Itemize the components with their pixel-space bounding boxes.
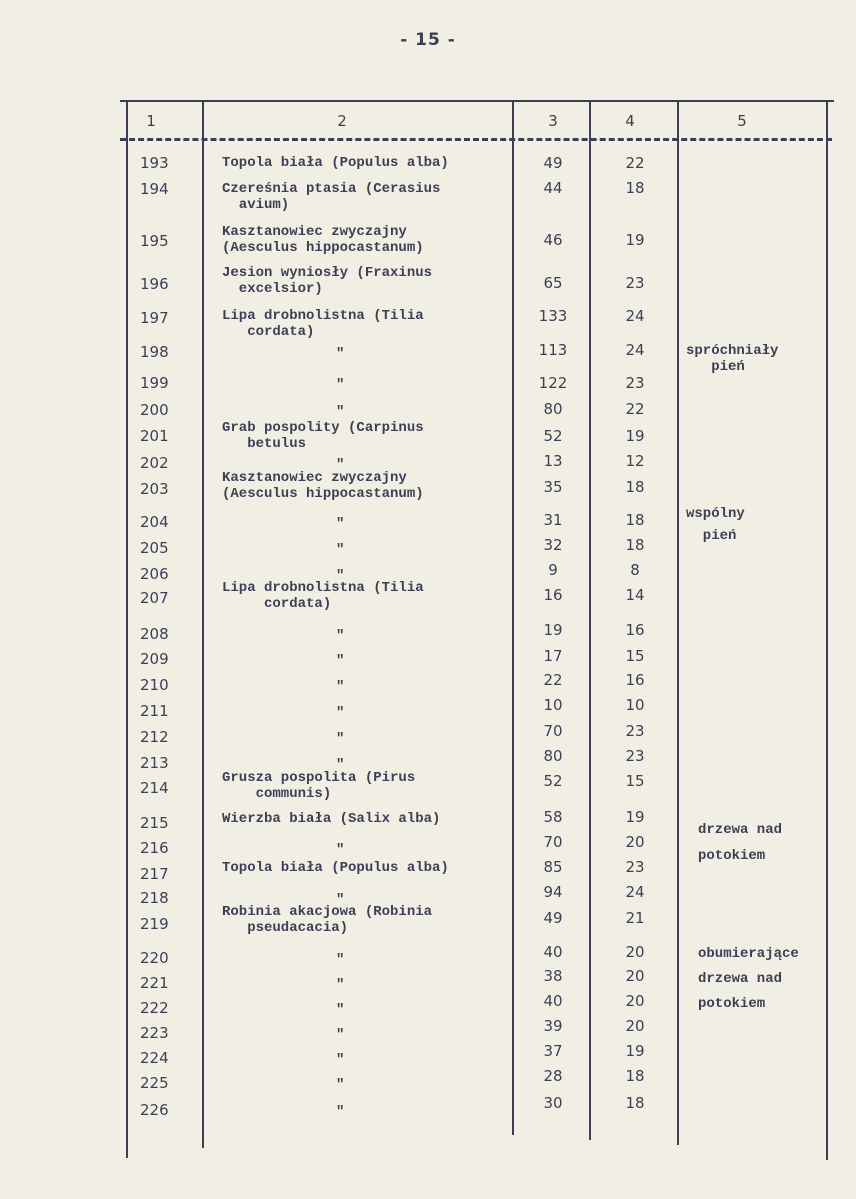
col4-value: 15 — [625, 647, 645, 665]
col4-value: 16 — [625, 671, 645, 689]
col4-value: 24 — [625, 341, 645, 359]
col4-value: 23 — [625, 274, 645, 292]
ditto-mark: " — [336, 731, 345, 747]
col4-value: 23 — [625, 747, 645, 765]
row-number: 201 — [140, 427, 169, 445]
col3-value: 40 — [543, 943, 563, 961]
col3-value: 65 — [543, 274, 563, 292]
column-header-5: 5 — [737, 112, 747, 130]
col4-value: 22 — [625, 400, 645, 418]
ditto-mark: " — [336, 568, 345, 584]
column-divider-left — [126, 100, 128, 1158]
ditto-mark: " — [336, 1077, 345, 1093]
col3-value: 10 — [543, 696, 563, 714]
species-name: Topola biała (Populus alba) — [222, 155, 449, 171]
col4-value: 14 — [625, 586, 645, 604]
species-name: Lipa drobnolistna (Tilia cordata) — [222, 580, 424, 612]
column-header-1: 1 — [146, 112, 156, 130]
row-number: 200 — [140, 401, 169, 419]
column-header-4: 4 — [625, 112, 635, 130]
col3-value: 17 — [543, 647, 563, 665]
col3-value: 70 — [543, 722, 563, 740]
row-number: 205 — [140, 539, 169, 557]
col3-value: 58 — [543, 808, 563, 826]
column-divider-3-4 — [589, 100, 591, 1140]
col3-value: 94 — [543, 883, 563, 901]
ditto-mark: " — [336, 679, 345, 695]
row-number: 223 — [140, 1024, 169, 1042]
ditto-mark: " — [336, 516, 345, 532]
ditto-mark: " — [336, 842, 345, 858]
row-number: 215 — [140, 814, 169, 832]
ditto-mark: " — [336, 346, 345, 362]
col3-value: 133 — [538, 307, 568, 325]
col4-value: 20 — [625, 943, 645, 961]
row-number: 206 — [140, 565, 169, 583]
row-number: 220 — [140, 949, 169, 967]
remark-trees-by-stream: drzewa nad potokiem — [698, 822, 783, 864]
row-number: 211 — [140, 702, 169, 720]
col3-value: 13 — [543, 452, 563, 470]
col3-value: 39 — [543, 1017, 563, 1035]
col4-value: 22 — [625, 154, 645, 172]
species-name: Grab pospolity (Carpinus betulus — [222, 420, 424, 452]
row-number: 195 — [140, 232, 169, 250]
col4-value: 18 — [625, 179, 645, 197]
col3-value: 37 — [543, 1042, 563, 1060]
column-divider-2-3 — [512, 100, 514, 1135]
col3-value: 49 — [543, 154, 563, 172]
col4-value: 21 — [625, 909, 645, 927]
col4-value: 24 — [625, 883, 645, 901]
col4-value: 19 — [625, 427, 645, 445]
row-number: 210 — [140, 676, 169, 694]
row-number: 219 — [140, 915, 169, 933]
col3-value: 113 — [538, 341, 568, 359]
ditto-mark: " — [336, 457, 345, 473]
row-number: 222 — [140, 999, 169, 1017]
col4-value: 16 — [625, 621, 645, 639]
ditto-mark: " — [336, 977, 345, 993]
ditto-mark: " — [336, 653, 345, 669]
row-number: 196 — [140, 275, 169, 293]
col4-value: 23 — [625, 374, 645, 392]
col3-value: 16 — [543, 586, 563, 604]
col4-value: 12 — [625, 452, 645, 470]
col3-value: 80 — [543, 747, 563, 765]
col4-value: 18 — [625, 1094, 645, 1112]
col3-value: 19 — [543, 621, 563, 639]
col4-value: 19 — [625, 231, 645, 249]
col4-value: 18 — [625, 478, 645, 496]
remark-shared-trunk: wspólny pień — [686, 506, 745, 544]
remark-dying-trees-by-stream: obumierające drzewa nad potokiem — [698, 946, 799, 1012]
col3-value: 35 — [543, 478, 563, 496]
row-number: 202 — [140, 454, 169, 472]
row-number: 207 — [140, 589, 169, 607]
row-number: 225 — [140, 1074, 169, 1092]
col4-value: 15 — [625, 772, 645, 790]
row-number: 214 — [140, 779, 169, 797]
column-header-3: 3 — [548, 112, 558, 130]
col3-value: 52 — [543, 427, 563, 445]
col3-value: 46 — [543, 231, 563, 249]
remark-hollow-trunk: spróchniały pień — [686, 343, 779, 375]
col3-value: 38 — [543, 967, 563, 985]
ditto-mark: " — [336, 892, 345, 908]
col3-value: 31 — [543, 511, 563, 529]
ditto-mark: " — [336, 952, 345, 968]
species-name: Kasztanowiec zwyczajny (Aesculus hippocastanum) — [222, 470, 424, 502]
table-top-rule — [120, 100, 834, 102]
col4-value: 18 — [625, 536, 645, 554]
row-number: 203 — [140, 480, 169, 498]
col4-value: 10 — [625, 696, 645, 714]
col3-value: 9 — [548, 561, 558, 579]
row-number: 226 — [140, 1101, 169, 1119]
col4-value: 20 — [625, 1017, 645, 1035]
col3-value: 44 — [543, 179, 563, 197]
col4-value: 18 — [625, 511, 645, 529]
row-number: 213 — [140, 754, 169, 772]
row-number: 198 — [140, 343, 169, 361]
row-number: 209 — [140, 650, 169, 668]
ditto-mark: " — [336, 404, 345, 420]
col4-value: 20 — [625, 992, 645, 1010]
col3-value: 80 — [543, 400, 563, 418]
row-number: 217 — [140, 865, 169, 883]
ditto-mark: " — [336, 1104, 345, 1120]
ditto-mark: " — [336, 542, 345, 558]
ditto-mark: " — [336, 757, 345, 773]
row-number: 212 — [140, 728, 169, 746]
header-separator — [120, 138, 832, 141]
col4-value: 23 — [625, 722, 645, 740]
ditto-mark: " — [336, 377, 345, 393]
col3-value: 28 — [543, 1067, 563, 1085]
ditto-mark: " — [336, 1002, 345, 1018]
column-divider-right — [826, 100, 828, 1160]
column-divider-4-5 — [677, 100, 679, 1145]
col3-value: 49 — [543, 909, 563, 927]
row-number: 197 — [140, 309, 169, 327]
col4-value: 20 — [625, 967, 645, 985]
species-name: Wierzba biała (Salix alba) — [222, 811, 441, 827]
col3-value: 122 — [538, 374, 568, 392]
column-divider-1-2 — [202, 100, 204, 1148]
species-name: Topola biała (Populus alba) — [222, 860, 449, 876]
col3-value: 40 — [543, 992, 563, 1010]
col3-value: 52 — [543, 772, 563, 790]
col3-value: 85 — [543, 858, 563, 876]
col4-value: 8 — [630, 561, 640, 579]
col3-value: 22 — [543, 671, 563, 689]
col3-value: 30 — [543, 1094, 563, 1112]
col4-value: 19 — [625, 808, 645, 826]
species-name: Robinia akacjowa (Robinia pseudacacia) — [222, 904, 433, 936]
row-number: 204 — [140, 513, 169, 531]
row-number: 193 — [140, 154, 169, 172]
species-name: Lipa drobnolistna (Tilia cordata) — [222, 308, 424, 340]
row-number: 221 — [140, 974, 169, 992]
row-number: 224 — [140, 1049, 169, 1067]
col4-value: 20 — [625, 833, 645, 851]
col4-value: 19 — [625, 1042, 645, 1060]
row-number: 216 — [140, 839, 169, 857]
species-name: Czereśnia ptasia (Cerasius avium) — [222, 181, 441, 213]
ditto-mark: " — [336, 1027, 345, 1043]
row-number: 194 — [140, 180, 169, 198]
ditto-mark: " — [336, 628, 345, 644]
ditto-mark: " — [336, 1052, 345, 1068]
row-number: 208 — [140, 625, 169, 643]
col4-value: 23 — [625, 858, 645, 876]
row-number: 199 — [140, 374, 169, 392]
col3-value: 70 — [543, 833, 563, 851]
species-name: Kasztanowiec zwyczajny (Aesculus hippocastanum) — [222, 224, 424, 256]
species-name: Grusza pospolita (Pirus communis) — [222, 770, 416, 802]
ditto-mark: " — [336, 705, 345, 721]
species-name: Jesion wyniosły (Fraxinus excelsior) — [222, 265, 433, 297]
column-header-2: 2 — [337, 112, 347, 130]
col4-value: 24 — [625, 307, 645, 325]
row-number: 218 — [140, 889, 169, 907]
col4-value: 18 — [625, 1067, 645, 1085]
col3-value: 32 — [543, 536, 563, 554]
page-number: - 15 - — [400, 30, 456, 50]
